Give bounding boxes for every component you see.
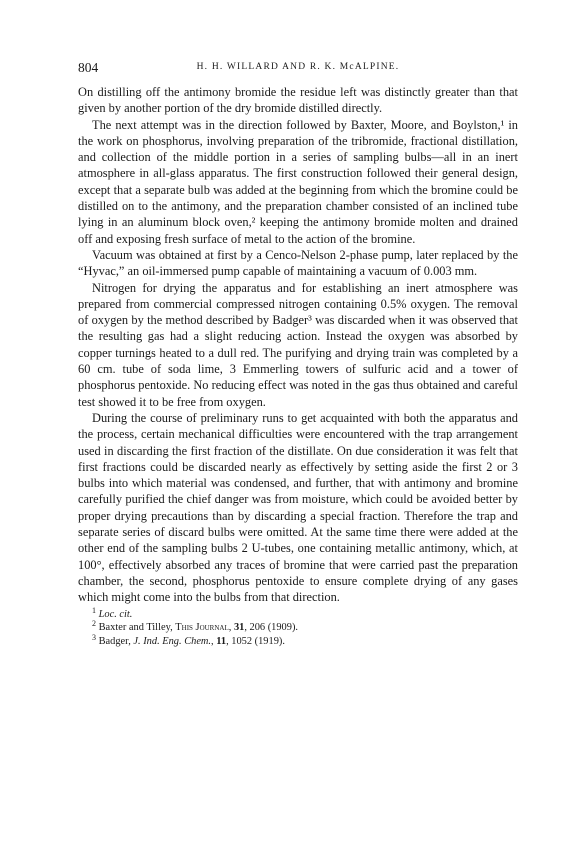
footnote	[92, 605, 518, 622]
footnote-mark: 2	[92, 619, 96, 629]
volume-number: 11	[216, 635, 227, 647]
paragraph: During the course of preliminary runs to get acquainted with both the apparatus and the process, certain mechanical difficulties were encountered with the trap arrangement used in discarding the first fraction of the distillate. On due consideration it was felt that first fractions could be discarded nearly as effectively by setting aside the first 2 or 3 bulbs into which material was condensed, and further, that with antimony and bromine carefully purified the chief danger was from moisture, which could be avoided better by proper drying precautions than by discarding a special fraction. Therefore the trap and separate series of discard bulbs were omitted. At the same time there were added at the other end of the sampling bulbs 2 U-tubes, one containing metallic antimony, which, at 100°, effectively absorbed any traces of bromine that were carried past the preparation chamber, the second, phosphorus pentoxide to ensure complete drying of any gases which might come into the bulbs from that direction.	[78, 410, 518, 605]
journal-page	[78, 60, 518, 648]
paragraph: Vacuum was obtained at first by a Cenco-Nelson 2-phase pump, later replaced by the “Hyvac,” an oil-immersed pump capable of maintaining a vacuum of 0.003 mm.	[78, 247, 518, 279]
footnote-mark: 1	[92, 605, 96, 615]
footnote	[92, 632, 518, 649]
journal-name: This Journal	[175, 622, 229, 634]
footnote-text: Badger,	[98, 635, 134, 647]
body-text	[78, 84, 518, 606]
journal-name: J. Ind. Eng. Chem.	[133, 635, 212, 647]
footnote-text: ,	[211, 635, 217, 647]
footnote	[92, 621, 518, 635]
paragraph: On distilling off the antimony bromide the residue left was distinctly greater than that given by another portion of the dry bromide distilled directly.	[78, 85, 518, 116]
page-header	[78, 60, 518, 78]
footnote-text: , 206 (1909).	[244, 622, 299, 634]
footnotes	[78, 605, 518, 649]
footnote-text: Loc. cit.	[98, 608, 133, 620]
footnote-text: Baxter and Tilley,	[98, 622, 176, 634]
footnote-text: ,	[228, 622, 234, 634]
volume-number: 31	[233, 622, 245, 634]
footnote-text: , 1052 (1919).	[226, 635, 285, 647]
footnote-mark: 3	[92, 632, 96, 642]
paragraph: Nitrogen for drying the apparatus and for establishing an inert atmosphere was prepared from commercial compressed nitrogen containing 0.5% oxygen. The removal of oxygen by the method described by Badger³ was discarded when it was observed that the resulting gas had a slight reducing action. Instead the oxygen was absorbed by copper turnings heated to a dull red. The purifying and drying train was completed by a 60 cm. tube of soda lime, 3 Emmerling towers of sulfuric acid and a tower of phosphorus pentoxide. No reducing effect was noted in the gas thus obtained and careful test showed it to be free from oxygen.	[78, 280, 518, 409]
page-number: 804	[78, 60, 99, 75]
paragraph: The next attempt was in the direction followed by Baxter, Moore, and Boylston,¹ in the work on phosphorus, involving preparation of the tribromide, fractional distillation, and collection of the middle portion in a series of sampling bulbs—all in an inert atmosphere in all-glass apparatus. The first construction followed their general design, except that a separate bulb was added at the beginning from which the bromine could be distilled on to the antimony, and the preparation chamber consisted of an inclined tube lying in an aluminum block oven,² keeping the antimony bromide molten and drained off and exposing fresh surface of metal to the action of the bromine.	[78, 117, 518, 246]
running-head: H. H. WILLARD AND R. K. McALPINE.	[196, 62, 400, 72]
